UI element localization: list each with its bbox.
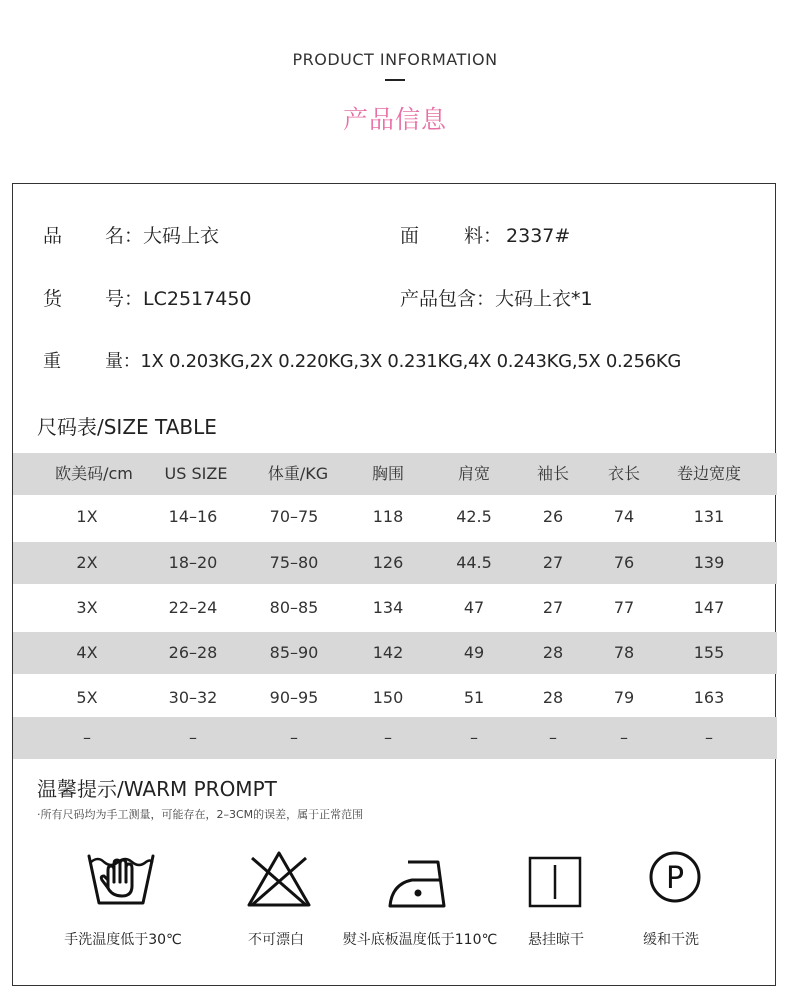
info-sku-label-a: 货 xyxy=(43,288,63,310)
care-label-dry-clean: 缓和干洗 xyxy=(643,932,699,948)
table-cell: 28 xyxy=(542,688,564,707)
table-cell: 74 xyxy=(613,507,635,526)
care-label-iron: 熨斗底板温度低于110℃ xyxy=(342,932,498,948)
warm-prompt-note: ·所有尺码均为手工测量，可能存在，2–3CM的误差，属于正常范围 xyxy=(37,808,364,821)
table-cell: 163 xyxy=(693,688,725,707)
table-cell: 70–75 xyxy=(269,507,319,526)
care-label-hand-wash: 手洗温度低于30℃ xyxy=(64,932,182,948)
info-fabric-value: 2337# xyxy=(506,225,571,247)
table-cell: 26 xyxy=(542,507,564,526)
dry-clean-letter: P xyxy=(665,861,685,896)
warm-prompt-title: 温馨提示/WARM PROMPT xyxy=(37,777,277,801)
table-cell: 155 xyxy=(693,643,725,662)
header-title-en: PRODUCT INFORMATION xyxy=(292,50,498,69)
hang-dry-icon xyxy=(528,856,582,908)
table-cell: 134 xyxy=(372,598,404,617)
table-cell: 90–95 xyxy=(269,688,319,707)
table-cell: 42.5 xyxy=(456,507,492,526)
info-contents-row xyxy=(400,284,593,311)
table-cell: – xyxy=(83,728,91,747)
header-divider xyxy=(385,79,405,81)
table-cell: 49 xyxy=(463,643,485,662)
info-weight-label-a: 重 xyxy=(43,351,61,372)
table-cell: 5X xyxy=(76,688,98,707)
header-cell: 欧美码/cm xyxy=(55,464,133,483)
hand-wash-icon xyxy=(86,848,156,908)
table-cell: 51 xyxy=(463,688,485,707)
header-cell: 衣长 xyxy=(607,464,641,483)
table-cell: – xyxy=(189,728,197,747)
info-colon: ： xyxy=(476,288,496,310)
info-name-label-b: 名 xyxy=(105,225,125,247)
info-weight-value: 1X 0.203KG,2X 0.220KG,3X 0.231KG,4X 0.243KG,5X 0.256KG xyxy=(140,351,682,372)
info-name-label-a: 品 xyxy=(43,225,63,247)
table-cell: – xyxy=(549,728,557,747)
table-row xyxy=(13,632,777,674)
table-cell: 4X xyxy=(76,643,98,662)
table-cell: 131 xyxy=(693,507,725,526)
table-row xyxy=(13,496,777,538)
info-contents-label: 产品包含 xyxy=(400,288,477,310)
table-cell: – xyxy=(384,728,392,747)
table-cell: 14–16 xyxy=(168,507,218,526)
table-cell: – xyxy=(290,728,298,747)
table-cell: 27 xyxy=(542,598,564,617)
table-cell: 147 xyxy=(693,598,725,617)
header-cell: US SIZE xyxy=(164,464,228,483)
info-colon: ： xyxy=(124,288,144,310)
table-cell: 80–85 xyxy=(269,598,319,617)
table-cell: 2X xyxy=(76,553,98,572)
table-cell: 79 xyxy=(613,688,635,707)
care-label-no-bleach: 不可漂白 xyxy=(248,932,304,948)
header-cell: 体重/KG xyxy=(267,464,329,483)
header-cell: 胸围 xyxy=(371,464,405,483)
table-row xyxy=(13,542,777,584)
table-row xyxy=(13,587,777,629)
table-cell: 150 xyxy=(372,688,404,707)
info-weight-row xyxy=(43,347,681,373)
table-cell: 26–28 xyxy=(168,643,218,662)
table-cell: 126 xyxy=(372,553,404,572)
table-cell: 47 xyxy=(463,598,485,617)
iron-icon xyxy=(386,858,448,910)
table-cell: 78 xyxy=(613,643,635,662)
no-bleach-icon xyxy=(246,850,312,908)
table-row xyxy=(13,717,777,759)
info-fabric-row xyxy=(400,221,570,248)
table-cell: 142 xyxy=(372,643,404,662)
info-fabric-label-b: 料 xyxy=(464,225,484,247)
table-cell: 28 xyxy=(542,643,564,662)
table-cell: 1X xyxy=(76,507,98,526)
table-cell: 75–80 xyxy=(269,553,319,572)
table-cell: 22–24 xyxy=(168,598,218,617)
table-cell: – xyxy=(705,728,713,747)
table-cell: 76 xyxy=(613,553,635,572)
table-cell: 18–20 xyxy=(168,553,218,572)
size-table-title: 尺码表/SIZE TABLE xyxy=(37,415,217,439)
header-cell: 卷边宽度 xyxy=(676,464,742,483)
table-cell: 44.5 xyxy=(456,553,492,572)
info-contents-value: 大码上衣*1 xyxy=(495,288,593,310)
info-sku-label-b: 号 xyxy=(105,288,125,310)
care-label-hang-dry: 悬挂晾干 xyxy=(528,932,584,948)
table-cell: 30–32 xyxy=(168,688,218,707)
info-name-value: 大码上衣 xyxy=(143,225,220,247)
table-cell: – xyxy=(470,728,478,747)
header-cell: 袖长 xyxy=(536,464,570,483)
info-sku-value: LC2517450 xyxy=(143,288,252,310)
header-cell: 肩宽 xyxy=(457,464,491,483)
table-row xyxy=(13,677,777,719)
info-colon: ： xyxy=(122,351,141,372)
table-cell: 77 xyxy=(613,598,635,617)
info-weight-label-b: 量 xyxy=(105,351,123,372)
table-cell: 27 xyxy=(542,553,564,572)
info-colon: ： xyxy=(483,225,503,247)
header-title-cn: 产品信息 xyxy=(342,105,447,134)
table-cell: 85–90 xyxy=(269,643,319,662)
info-colon: ： xyxy=(124,225,144,247)
info-name-row xyxy=(43,221,219,248)
table-cell: 118 xyxy=(372,507,404,526)
size-table-header-row xyxy=(13,453,777,495)
dry-clean-p-icon xyxy=(648,850,702,904)
info-sku-row xyxy=(43,284,252,311)
info-fabric-label-a: 面 xyxy=(400,225,420,247)
table-cell: 3X xyxy=(76,598,98,617)
table-cell: 139 xyxy=(693,553,725,572)
table-cell: – xyxy=(620,728,628,747)
